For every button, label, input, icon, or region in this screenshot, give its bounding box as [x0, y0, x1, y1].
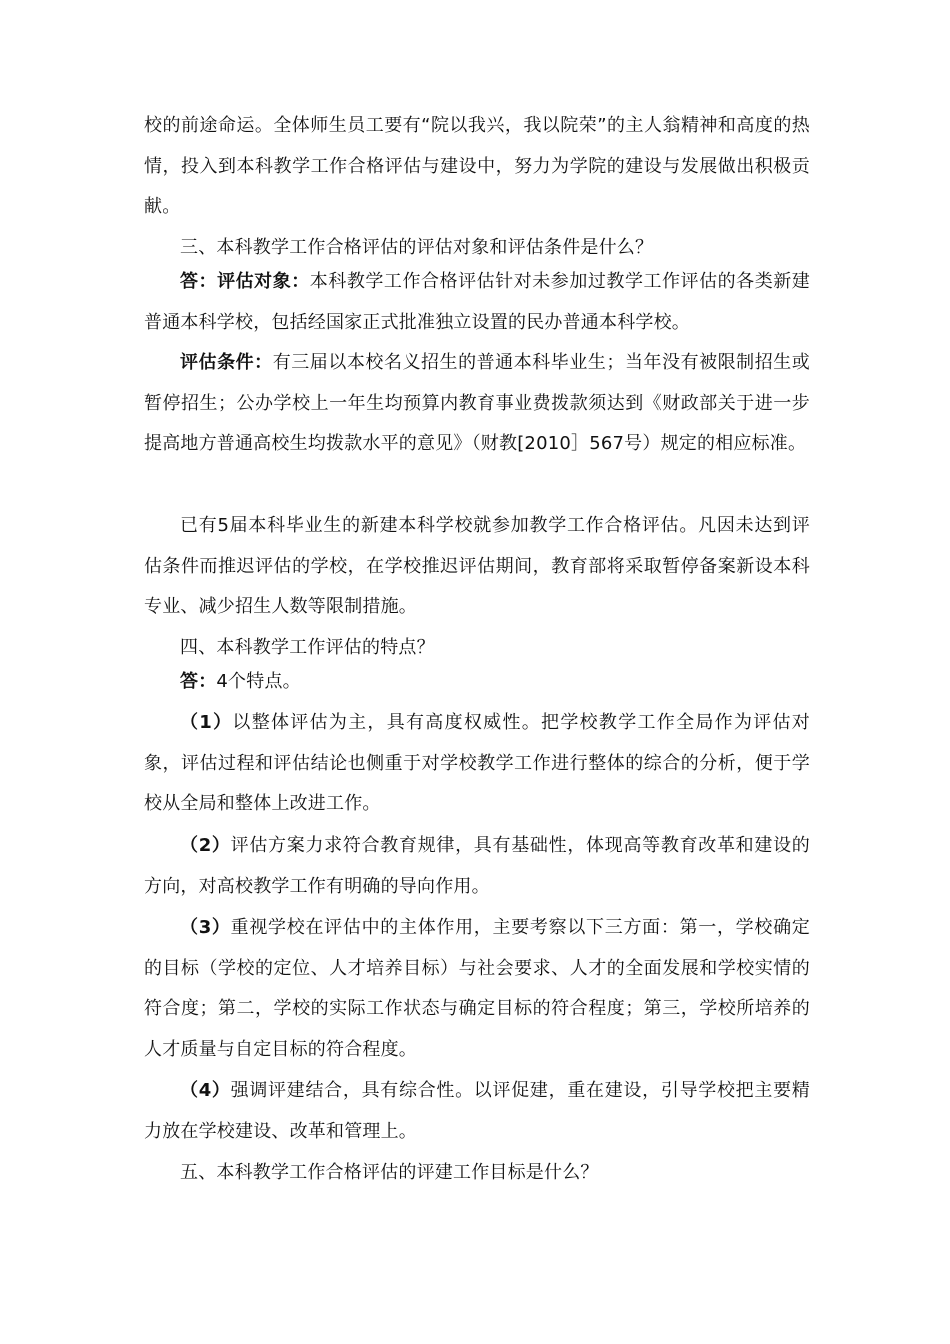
heading-text: 五、本科教学工作合格评估的评建工作目标是什么？ — [180, 1162, 599, 1183]
paragraph-text: 有三届以本校名义招生的普通本科毕业生；当年没有被限制招生或暂停招生；公办学校上一年生均预算内教育事业费拨款须达到《财政部关于进一步提高地方普通高校生均拨款水平的意见》（财教[2010］567号）规定的相应标准。 — [144, 352, 811, 454]
answer-label: 答： — [180, 671, 217, 692]
paragraph-text: 评估方案力求符合教育规律，具有基础性，体现高等教育改革和建设的方向，对高校教学工作有明确的导向作用。 — [144, 835, 810, 897]
feature-item-4 — [144, 1071, 810, 1152]
paragraph-text: 强调评建结合，具有综合性。以评促建，重在建设，引导学校把主要精力放在学校建设、改革和管理上。 — [144, 1080, 810, 1142]
paragraph-graduates — [144, 506, 810, 628]
paragraph-text: 4个特点。 — [216, 671, 301, 692]
paragraph-text: 已有5届本科毕业生的新建本科学校就参加教学工作合格评估。凡因未达到评估条件而推迟评估的学校，在学校推迟评估期间，教育部将采取暂停备案新设本科专业、减少招生人数等限制措施。 — [144, 515, 810, 617]
section-heading-5 — [144, 1153, 810, 1194]
paragraph-eval-object — [144, 262, 810, 343]
item-number: （2） — [180, 835, 231, 856]
item-number: （1） — [180, 712, 233, 733]
feature-item-3 — [144, 908, 810, 1070]
item-number: （3） — [180, 917, 231, 938]
paragraph-text: 本科教学工作合格评估针对未参加过教学工作评估的各类新建普通本科学校，包括经国家正式批准独立设置的民办普通本科学校。 — [144, 271, 810, 333]
paragraph-continuation — [144, 106, 810, 228]
feature-item-2 — [144, 826, 810, 907]
paragraph-four-features — [144, 662, 810, 703]
paragraph-text: 以整体评估为主，具有高度权威性。把学校教学工作全局作为评估对象，评估过程和评估结论也侧重于对学校教学工作进行整体的综合的分析，便于学校从全局和整体上改进工作。 — [144, 712, 811, 814]
answer-label: 答：评估对象： — [180, 271, 310, 292]
paragraph-text: 重视学校在评估中的主体作用，主要考察以下三方面：第一，学校确定的目标（学校的定位、人才培养目标）与社会要求、人才的全面发展和学校实情的符合度；第二，学校的实际工作状态与确定目标的符合程度；第三，学校所培养的人才质量与自定目标的符合程度。 — [144, 917, 810, 1060]
feature-item-1 — [144, 703, 810, 825]
conditions-label: 评估条件： — [180, 352, 273, 373]
paragraph-eval-conditions — [144, 343, 810, 465]
heading-text: 四、本科教学工作评估的特点？ — [180, 637, 435, 658]
item-number: （4） — [180, 1080, 231, 1101]
heading-text: 三、本科教学工作合格评估的评估对象和评估条件是什么？ — [180, 237, 654, 258]
paragraph-text: 校的前途命运。全体师生员工要有“院以我兴，我以院荣”的主人翁精神和高度的热情，投入到本科教学工作合格评估与建设中，努力为学院的建设与发展做出积极贡献。 — [144, 115, 810, 217]
